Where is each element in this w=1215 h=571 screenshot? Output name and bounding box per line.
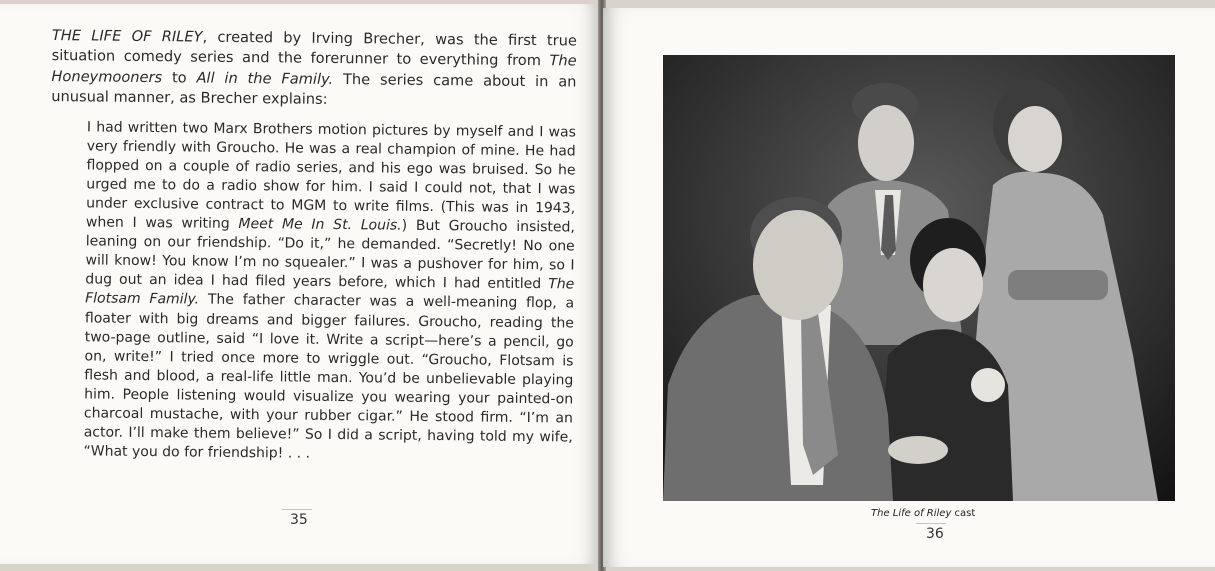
- seated-woman-face: [923, 248, 983, 322]
- page-number-left: 35: [290, 512, 308, 528]
- right-folio-rule: [916, 523, 946, 524]
- intro-italic-2: All in the Family.: [196, 69, 334, 88]
- brecher-quote: [83, 118, 576, 467]
- clasped-hands: [888, 436, 948, 464]
- seated-man-face: [753, 210, 843, 320]
- intro-text-2: to: [162, 68, 197, 87]
- intro-text-1: , created by Irving Brecher, was the first true situation comedy series and the forerunner to everything from: [51, 28, 577, 70]
- photo-caption: [871, 508, 975, 519]
- quote-italic-2: The Flotsam Family.: [85, 276, 575, 309]
- caption-title: The Life of Riley: [871, 508, 952, 519]
- left-folio-rule: [282, 509, 312, 510]
- quote-italic-1: Meet Me In St. Louis.: [238, 216, 402, 234]
- quote-text-1: I had written two Marx Brothers motion pictures by myself and I was very friendly with Groucho. He was a real champion of mine. He had flopped on a couple of radio series, and his ego was bruised. So he urged me to do a radio show for him. I said I could not, that I was under exclusive contract to MGM to write films. (This was in 1943, when I was writing: [85, 118, 577, 233]
- dress-sash: [1008, 270, 1108, 300]
- left-page: [0, 4, 601, 564]
- cast-photo: [663, 55, 1175, 501]
- woman-face: [1008, 106, 1062, 172]
- page-number-right: 36: [926, 526, 944, 542]
- young-man-face: [858, 105, 914, 181]
- left-page-text: [47, 26, 577, 467]
- right-page: [603, 8, 1215, 567]
- caption-rest: cast: [951, 508, 976, 519]
- show-title: THE LIFE OF RILEY: [51, 26, 203, 46]
- quote-text-2: ) But Groucho insisted, leaning on our friendship. “Do it,” he demanded. “Secretly! No one will know! You know I’m no squealer.” I was a pushover for him, so I dug out an idea I had filed years before, which I had entitled: [85, 217, 576, 293]
- intro-text-3: The series came about in an unusual manner, as Brecher explains:: [51, 70, 577, 109]
- cast-photo-illustration: [663, 55, 1175, 501]
- corsage: [971, 368, 1005, 402]
- intro-paragraph: [51, 26, 577, 113]
- intro-italic-1: The Honeymooners: [51, 52, 577, 86]
- quote-text-3: The father character was a well-meaning flop, a floater with big dreams and bigger failures. Groucho, reading the two-page outline, said “I love it. Write a script—here’s a pencil, go on, write!” I tried once more to wriggle out. “Groucho, Flotsam is flesh and blood, a real-life little man. You’d be unbelievable playing him. People listening would visualize you wearing your painted-on charcoal mustache, with your rubber cigar.” He stood firm. “I’m an actor. I’ll make them believe!” So I did a script, having told my wife, “What you do for friendship! . . .: [83, 292, 575, 462]
